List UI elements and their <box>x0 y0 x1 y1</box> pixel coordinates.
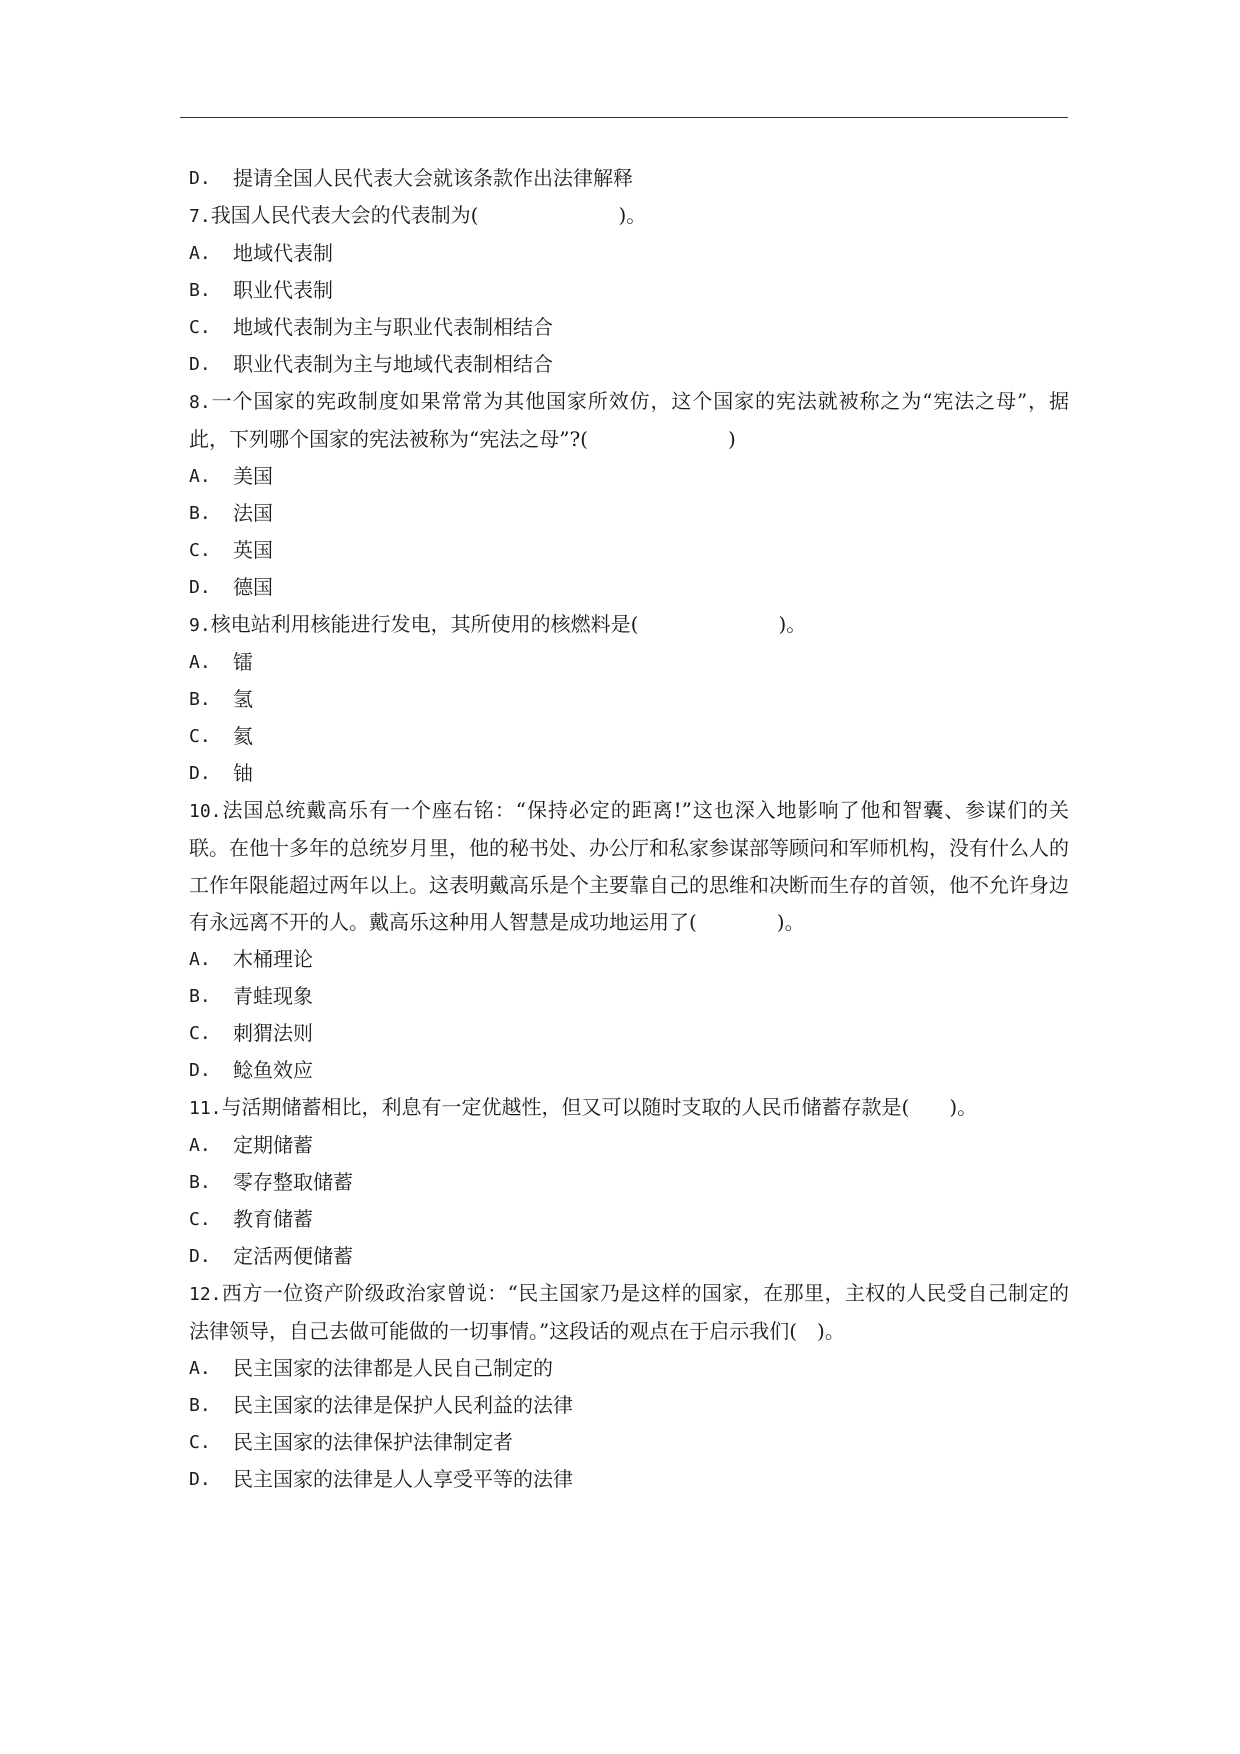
option-letter: D. <box>189 763 211 784</box>
answer-option <box>189 1424 1069 1461</box>
option-letter: B. <box>189 689 211 710</box>
option-letter: D. <box>189 1246 211 1267</box>
question-number: 11. <box>189 1098 222 1119</box>
option-text: 地域代表制为主与职业代表制相结合 <box>233 315 553 339</box>
answer-option <box>189 346 1069 383</box>
option-text: 民主国家的法律保护法律制定者 <box>233 1430 513 1454</box>
option-text: 民主国家的法律是人人享受平等的法律 <box>233 1467 573 1491</box>
option-text: 镭 <box>233 650 253 674</box>
question-stem <box>189 197 1069 235</box>
option-letter: A. <box>189 1358 211 1379</box>
header-rule <box>180 117 1068 118</box>
question-stem <box>189 383 1069 458</box>
answer-option <box>189 1461 1069 1498</box>
question-stem <box>189 606 1069 644</box>
question-number: 10. <box>189 801 222 822</box>
answer-option <box>189 495 1069 532</box>
option-text: 定期储蓄 <box>233 1133 313 1157</box>
option-text: 民主国家的法律都是人民自己制定的 <box>233 1356 553 1380</box>
option-letter: C. <box>189 726 211 747</box>
answer-option <box>189 272 1069 309</box>
option-letter: C. <box>189 1209 211 1230</box>
answer-option <box>189 458 1069 495</box>
option-letter: D. <box>189 577 211 598</box>
answer-option <box>189 644 1069 681</box>
question-stem <box>189 1089 1069 1127</box>
answer-option <box>189 1387 1069 1424</box>
answer-option <box>189 235 1069 272</box>
question-number: 12. <box>189 1284 222 1305</box>
answer-option <box>189 1015 1069 1052</box>
option-text: 法国 <box>233 501 273 525</box>
answer-option <box>189 1127 1069 1164</box>
option-letter: B. <box>189 986 211 1007</box>
answer-option <box>189 755 1069 792</box>
question-text: 核电站利用核能进行发电，其所使用的核燃料是( )。 <box>210 612 807 636</box>
option-text: 地域代表制 <box>233 241 333 265</box>
option-letter: D. <box>189 354 211 375</box>
question-number: 9. <box>189 615 211 636</box>
option-letter: B. <box>189 280 211 301</box>
question-text: 与活期储蓄相比，利息有一定优越性，但又可以随时支取的人民币储蓄存款是( )。 <box>221 1095 978 1119</box>
option-text: 铀 <box>233 761 253 785</box>
option-text: 氢 <box>233 687 253 711</box>
option-letter: C. <box>189 317 211 338</box>
answer-option <box>189 1350 1069 1387</box>
option-text: 职业代表制为主与地域代表制相结合 <box>233 352 553 376</box>
option-text: 提请全国人民代表大会就该条款作出法律解释 <box>233 166 633 190</box>
option-text: 美国 <box>233 464 273 488</box>
option-letter: D. <box>189 168 211 189</box>
option-text: 鲶鱼效应 <box>233 1058 313 1082</box>
question-stem <box>189 792 1069 941</box>
option-letter: C. <box>189 540 211 561</box>
question-text: 法国总统戴高乐有一个座右铭：“保持必定的距离!”这也深入地影响了他和智囊、参谋们的关联。在他十多年的总统岁月里，他的秘书处、办公厅和私家参谋部等顾问和军师机构，没有什么人的工作年限能超过两年以上。这表明戴高乐是个主要靠自己的思维和决断而生存的首领，他不允许身边有永远离不开的人。戴高乐这种用人智慧是成功地运用了( )。 <box>189 798 1069 934</box>
question-list <box>189 160 1069 1498</box>
answer-option <box>189 681 1069 718</box>
option-letter: C. <box>189 1432 211 1453</box>
option-letter: B. <box>189 1172 211 1193</box>
option-text: 刺猬法则 <box>233 1021 313 1045</box>
option-text: 民主国家的法律是保护人民利益的法律 <box>233 1393 573 1417</box>
option-text: 职业代表制 <box>233 278 333 302</box>
question-text: 我国人民代表大会的代表制为( )。 <box>210 203 647 227</box>
option-letter: B. <box>189 503 211 524</box>
option-text: 英国 <box>233 538 273 562</box>
answer-option <box>189 1052 1069 1089</box>
option-text: 零存整取储蓄 <box>233 1170 353 1194</box>
answer-option <box>189 941 1069 978</box>
question-number: 7. <box>189 206 211 227</box>
option-text: 德国 <box>233 575 273 599</box>
answer-option <box>189 1164 1069 1201</box>
question-text: 一个国家的宪政制度如果常常为其他国家所效仿，这个国家的宪法就被称之为“宪法之母”，据此，下列哪个国家的宪法被称为“宪法之母”?( ) <box>189 389 1069 451</box>
option-text: 氦 <box>233 724 253 748</box>
answer-option <box>189 1201 1069 1238</box>
answer-option <box>189 532 1069 569</box>
option-text: 定活两便储蓄 <box>233 1244 353 1268</box>
option-letter: D. <box>189 1469 211 1490</box>
option-letter: A. <box>189 243 211 264</box>
option-text: 木桶理论 <box>233 947 313 971</box>
option-letter: A. <box>189 1135 211 1156</box>
option-letter: A. <box>189 949 211 970</box>
answer-option <box>189 1238 1069 1275</box>
option-letter: D. <box>189 1060 211 1081</box>
option-letter: A. <box>189 652 211 673</box>
option-letter: B. <box>189 1395 211 1416</box>
option-text: 教育储蓄 <box>233 1207 313 1231</box>
answer-option <box>189 569 1069 606</box>
question-text: 西方一位资产阶级政治家曾说：“民主国家乃是这样的国家，在那里，主权的人民受自己制定的法律领导，自己去做可能做的一切事情。”这段话的观点在于启示我们( )。 <box>189 1281 1069 1343</box>
option-letter: A. <box>189 466 211 487</box>
option-letter: C. <box>189 1023 211 1044</box>
answer-option <box>189 978 1069 1015</box>
answer-option <box>189 309 1069 346</box>
answer-option <box>189 160 1069 197</box>
option-text: 青蛙现象 <box>233 984 313 1008</box>
answer-option <box>189 718 1069 755</box>
question-number: 8. <box>189 392 211 413</box>
question-stem <box>189 1275 1069 1350</box>
